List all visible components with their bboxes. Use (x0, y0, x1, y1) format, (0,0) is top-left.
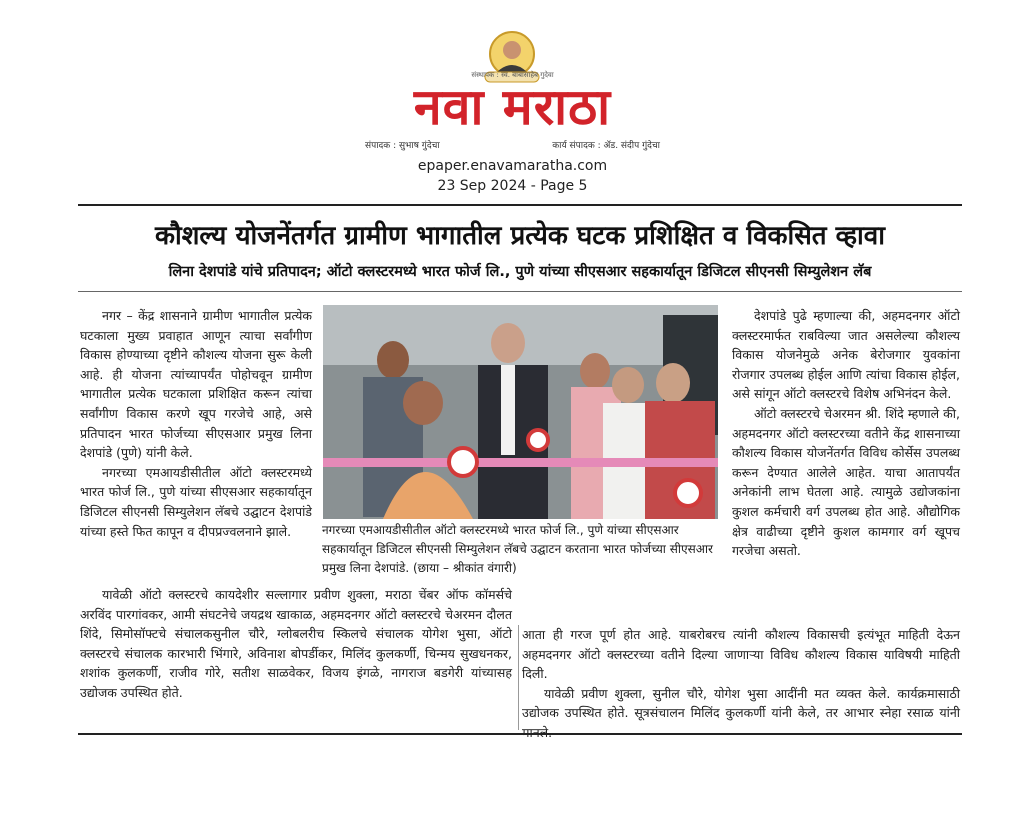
paragraph: ऑटो क्लस्टरचे चेअरमन श्री. शिंदे म्हणाले की, अहमदनगर ऑटो क्लस्टरच्या वतीने केंद्र शासनाच्या कौशल्य विकास योजनेंतर्गत विविध कोर्सेस उपलब्ध करून देण्यात आलेले आहेत. याचा आतापर्यंत अनेकांनी लाभ घेतला आहे. त्यामुळे उद्योजकांना कुशल कर्मचारी वर्ग उपलब्ध होत आहे. औद्योगिक क्षेत्र वाढीच्या दृष्टीने कुशल कामगार वर्ग खूपच गरजेचा असतो. (732, 405, 960, 559)
paragraph: आता ही गरज पूर्ण होत आहे. याबरोबरच त्यांनी कौशल्य विकासची इत्यंभूत माहिती देऊन अहमदनगर ऑटो क्लस्टरच्या वतीने दिल्या जाणाऱ्या विविध कौशल्य विकास याविषयी माहिती दिली. (522, 627, 960, 682)
paragraph: यावेळी प्रवीण शुक्ला, सुनील चौरे, योगेश भुसा आदींनी मत व्यक्त केले. कार्यक्रमासाठी उद्योजक उपस्थित होते. सूत्रसंचालन मिलिंद कुलकर्णी यांनी केले, तर आभार स्नेहा रसाळ यांनी (522, 685, 960, 721)
column-divider (518, 625, 519, 730)
editor-left: संपादक : सुभाष गुंदेचा (365, 141, 440, 151)
masthead-tagline: संस्थापक : स्व. बाबासाहेब गुदेवा (471, 71, 554, 79)
article-bottom-right (522, 625, 960, 743)
epaper-url[interactable]: epaper.enavamaratha.com (417, 158, 608, 174)
paragraph: देशपांडे पुढे म्हणाल्या की, अहमदनगर ऑटो क्लस्टरमार्फत राबविल्या जात असलेल्या कौशल्य विकास योजनेमुळे अनेक बेरोजगार युवकांना रोजगार उपलब्ध होईल आणि त्यांचा विकास होईल, असे सांगून ऑटो क्लस्टरचे विशेष अभिनंदन केले. (732, 308, 960, 402)
paragraph: यावेळी ऑटो क्लस्टरचे कायदेशीर सल्लागार प्रवीण शुक्ला, मराठा चेंबर ऑफ कॉमर्सचे अरविंद पारगांवकर, आमी संघटनेचे जयद्रथ खाकाळ, अहमदनगर ऑटो क्लस्टरचे चेअरमन दौलत शिंदे, सिमोसॉफ्टचे संचालकसुनील चौरे, ग्लोबलरीच स्किलचे संचालक योगेश भुसा, ऑटो क्लस्टरचे संचालक कारभारी भिंगारे, अविनाश बोपर्डीकर, मिलिंद कुलकर्णी, चिन्मय सुखधनकर, शशांक कुलकर्णी, राजीव गोरे, सतीश साळवेकर, विजय इंगळे, नागराज बडगेरी यांच्यासह उद्योजक उपस्थित होते. (80, 587, 512, 700)
article-column-3 (732, 306, 960, 561)
paragraph: नगरच्या एमआयडीसीतील ऑटो क्लस्टरमध्ये भारत फोर्ज लि., पुणे यांच्या सीएसआर सहकार्यातून डिजिटल सीएनसी सिम्युलेशन लॅबचे उद्घाटन देशपांडे यांच्या हस्ते फित कापून व दीपप्रज्वलनाने झाले. (80, 464, 312, 539)
editor-right: कार्य संपादक : ॲड. संदीप गुंदेचा (552, 141, 660, 151)
masthead-editors (365, 138, 660, 151)
top-rule (78, 204, 962, 206)
bottom-rule (78, 733, 962, 735)
article-subheadline: लिना देशपांडे यांचे प्रतिपादन; ऑटो क्लस्टरमध्ये भारत फोर्ज लि., पुणे यांच्या सीएसआर सहकार्यातून डिजिटल सीएनसी सिम्युलेशन लॅब (168, 264, 872, 280)
photo-caption: नगरच्या एमआयडीसीतील ऑटो क्लस्टरमध्ये भारत फोर्ज लि., पुणे यांच्या सीएसआर सहकार्यातून डिजिटल सीएनसी सिम्युलेशन लॅबचे उद्घाटन करताना भारत फोर्जच्या सीएसआर प्रमुख लिना देशपांडे. (छाया – श्रीकांत वंगारी) (322, 523, 713, 575)
paragraph: नगर – केंद्र शासनाने ग्रामीण भागातील प्रत्येक घटकाला मुख्य प्रवाहात आणून त्याचा सर्वांगीण विकास होण्याच्या दृष्टीने कौशल्य योजना सुरू केली आहे. ही योजना त्यांच्यापर्यंत पोहोचवून ग्रामीण भागातील प्रत्येक घटकाला प्रशिक्षित करून त्यांचा सर्वांगीण विकास करणे खूप गरजेचे आहे, असे प्रतिपादन भारत फोर्जच्या सीएसआर प्रमुख लिना देशपांडे (पुणे) यांनी केले. (80, 308, 312, 461)
newspaper-title: नवा मराठा (413, 78, 612, 136)
ribbon-cutting-photo (323, 305, 718, 519)
article-column-1 (80, 306, 312, 541)
date-page: 23 Sep 2024 - Page 5 (437, 178, 588, 194)
event-photo (323, 305, 718, 519)
headline-rule (78, 291, 962, 292)
article-bottom-left (80, 585, 512, 703)
article-headline: कौशल्य योजनेंतर्गत ग्रामीण भागातील प्रत्येक घटक प्रशिक्षित व विकसित व्हावा (155, 221, 885, 251)
